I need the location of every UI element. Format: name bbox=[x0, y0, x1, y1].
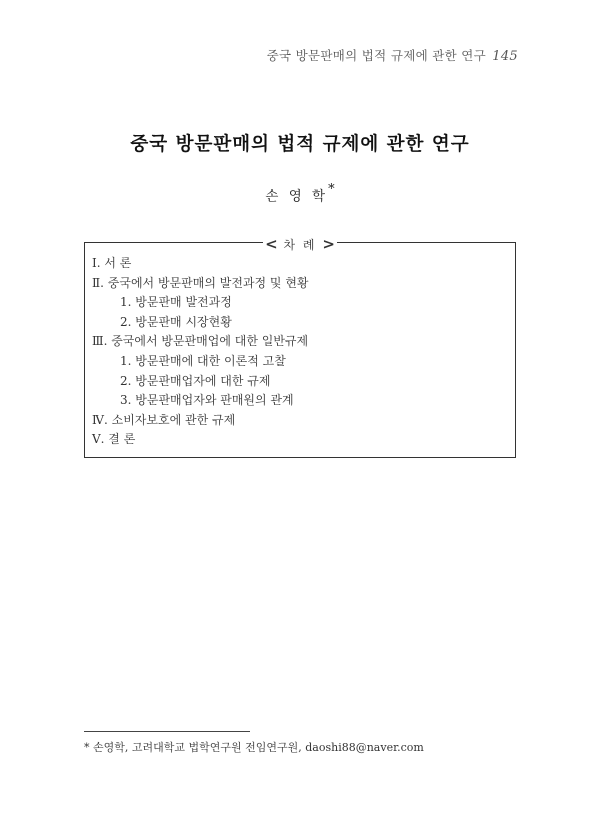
toc-item: 1. 방문판매에 대한 이론적 고찰 bbox=[120, 353, 286, 368]
toc-item: Ⅳ. 소비자보호에 관한 규제 bbox=[92, 412, 236, 427]
toc-heading-text: 차 례 bbox=[283, 238, 317, 252]
running-header bbox=[267, 46, 518, 64]
toc-list bbox=[85, 254, 515, 450]
toc-item: 2. 방문판매 시장현황 bbox=[120, 314, 232, 329]
author-name: 손 영 학 bbox=[265, 188, 329, 205]
toc-item: 1. 방문판매 발전과정 bbox=[120, 295, 232, 310]
running-title: 중국 방문판매의 법적 규제에 관한 연구 bbox=[266, 48, 486, 63]
toc-open-bracket: < bbox=[265, 235, 278, 253]
toc-item: Ⅲ. 중국에서 방문판매업에 대한 일반규제 bbox=[92, 334, 309, 349]
toc-heading bbox=[85, 234, 515, 253]
footnote: * 손영학, 고려대학교 법학연구원 전임연구원, daoshi88@naver.com bbox=[84, 741, 424, 754]
toc-item: 2. 방문판매업자에 대한 규제 bbox=[120, 373, 271, 388]
footnote-divider bbox=[84, 731, 250, 732]
toc-item: Ⅱ. 중국에서 방문판매의 발전과정 및 현황 bbox=[92, 275, 309, 290]
author-line bbox=[0, 184, 600, 205]
toc-item: Ⅴ. 결 론 bbox=[92, 432, 136, 447]
article-title: 중국 방문판매의 법적 규제에 관한 연구 bbox=[130, 134, 470, 155]
toc-item: 3. 방문판매업자와 판매원의 관계 bbox=[120, 393, 294, 408]
page-number: 145 bbox=[492, 49, 518, 64]
table-of-contents bbox=[84, 235, 516, 458]
author-footnote-mark: * bbox=[328, 182, 335, 197]
toc-close-bracket: > bbox=[322, 235, 335, 253]
toc-item: Ⅰ. 서 론 bbox=[92, 256, 132, 270]
